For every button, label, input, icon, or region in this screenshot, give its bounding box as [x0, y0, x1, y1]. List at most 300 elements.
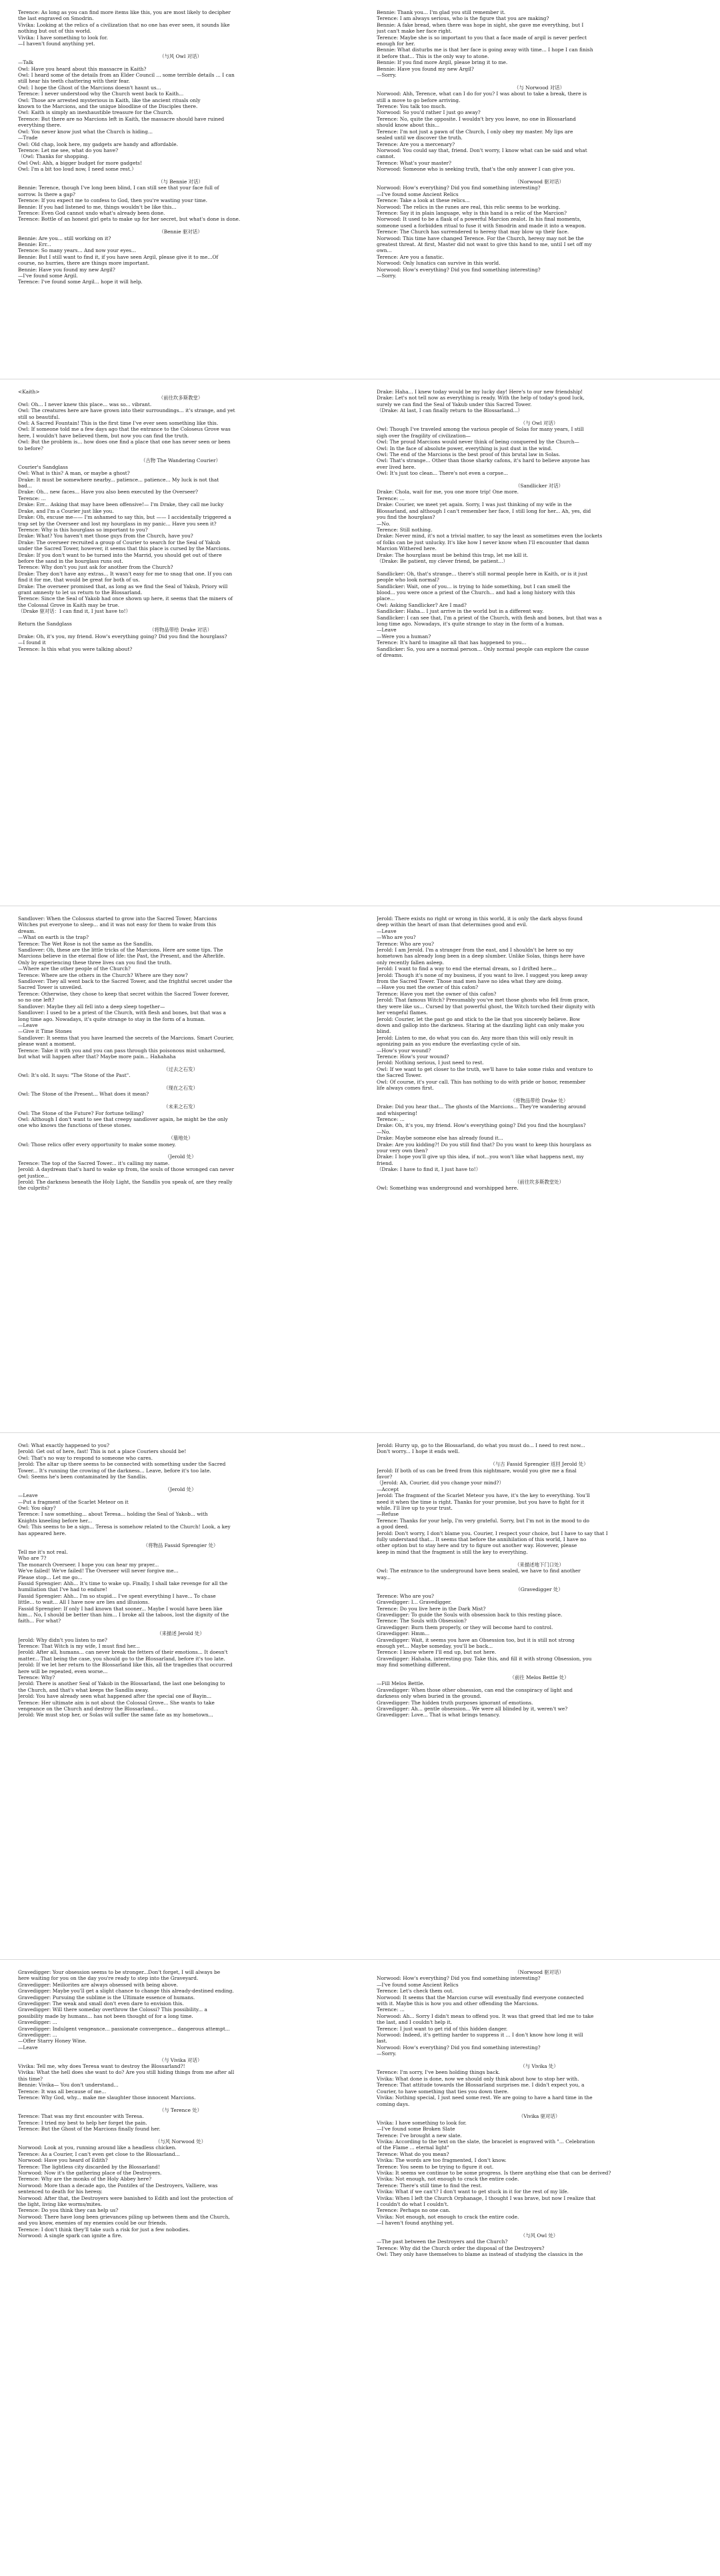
dialogue-line: Owl: Seems he's been contaminated by the Sandlis. [18, 1474, 147, 1480]
dialogue-line [18, 1060, 343, 1066]
dialogue-line: Courier's Sandglass [18, 463, 68, 470]
dialogue-line: nothing but out of this world. [18, 28, 92, 35]
dialogue-line: Owl: The Stone of the Present... What does it mean? [18, 1091, 149, 1098]
dialogue-line: Terence: Maybe she is so important to you that a face made of argil is never perfect [377, 34, 587, 41]
dialogue-line: Terence: Do you live here in the Dark Mist? [377, 1605, 486, 1612]
dialogue-line: <Kaith> [18, 389, 40, 395]
dialogue-line: has appeared here. [18, 1530, 67, 1536]
dialogue-line: Terence: Even God cannot undo what's already been done. [18, 209, 165, 216]
dialogue-line: Owl: The Stone of the Future? For fortune telling? [18, 1110, 144, 1116]
dialogue-line: Terence: Take a look at these relics... [377, 197, 470, 204]
dialogue-line: the light, living like worms/mites. [18, 2201, 102, 2207]
dialogue-line: Jerold: Get out of here, fast! This is not a place Couriers should be! [18, 1448, 187, 1455]
dialogue-line: Norwood: This time have changed Terence. For the Church, heresy may not be the [377, 235, 584, 241]
dialogue-line: Courier, to have something that ties you down there. [377, 2088, 509, 2095]
page-3-right-column [377, 906, 702, 1432]
dialogue-line: Terence: Why are the monks of the Holy Abbey here? [18, 2176, 152, 2183]
dialogue-line: —I've found some Ancient Relics [377, 191, 459, 197]
dialogue-line: Drake: I hope you'll give up this idea, if not...you won't like what happens next, my [377, 1154, 584, 1160]
dialogue-line: Bennie: Terence, though I've long been blind, I can still see that your face full of [18, 185, 219, 191]
dialogue-line: just can't make her face right. [377, 28, 453, 35]
dialogue-line: （Drake 驱对话：I can find it, I just have to!） [18, 608, 131, 615]
dialogue-line: Gravedigger: The weak and small don't even dare to envision this. [18, 2001, 184, 2007]
dialogue-line: still hear his teeth chattering with their fear. [18, 78, 130, 85]
dialogue-line: （与 Bennie 对话） [158, 178, 203, 185]
dialogue-line: —I've found some Ancient Relics [377, 1981, 459, 1988]
dialogue-line: Terence: It's hard to imagine all that has happened to you... [377, 639, 527, 646]
dialogue-line: Terence: I've brought a new slate. [377, 2132, 462, 2139]
page-5 [0, 1960, 720, 2576]
dialogue-line: Bennie: Thank you... I'm glad you still remember it. [377, 9, 506, 15]
dialogue-line: —Fill Melos Bettle. [377, 1680, 425, 1687]
dialogue-line: Jerold: Listen to me, do what you can do. Any more than this will only result in [377, 1034, 574, 1041]
dialogue-line: Drake: What? You haven't met those guys from the Church, have you? [18, 533, 193, 539]
dialogue-line: Vivika: Not enough, not enough to crack the entire code. [377, 2176, 519, 2183]
dialogue-line: Owl: They only have themselves to blame as instead of studying the classics in the [377, 2251, 583, 2258]
dialogue-line: matter... That being the case, you should go to the Blossarland, before it's too late. [18, 1655, 225, 1662]
dialogue-line: （来描述地下门口处） [515, 1561, 564, 1568]
dialogue-line: Gravedigger: Pursuing the sublime is the Ultimate essence of humans. [18, 1994, 195, 2001]
dialogue-line: Gravedigger: Hahaha, interesting guy. Take this, and fill it with strong Obsession, you [377, 1655, 592, 1662]
dialogue-line: Jerold: If we let her return to the Blossarland like this, all the tragedies that occurred [18, 1662, 233, 1668]
dialogue-line: a good deed. [377, 1524, 409, 1530]
dialogue-line: Sandlover: They all went back to the Sacred Tower, and the frightful secret under the [18, 978, 233, 985]
dialogue-line: Jerold: Don't worry, I don't blame you. Courier, I respect your choice, but I have to say that I [377, 1530, 608, 1536]
dialogue-line: long time ago. Nowadays, it's quite strange to stay in the form of a human. [377, 620, 565, 627]
dialogue-line: Sandlicker: I can see that, I'm a priest of the Church, with flesh and bones, but that was a [377, 614, 602, 621]
dialogue-line: surely we can find the Seal of Yakub under this Sacred Tower. [377, 401, 532, 407]
dialogue-line: cannot. [377, 153, 395, 160]
dialogue-line: Terence: Who are you? [377, 1592, 434, 1599]
dialogue-line: life always comes first. [377, 1084, 434, 1091]
dialogue-line: Knights kneeling before her... [18, 1517, 93, 1524]
dialogue-line [18, 173, 343, 179]
dialogue-line: Vivika: The words are too fragmented, I don't know. [377, 2157, 507, 2164]
page-2-left-column [18, 379, 343, 906]
dialogue-line: Terence: The top of the Sacred Tower... it's calling my name. [18, 1160, 170, 1166]
dialogue-line: bad... [18, 483, 32, 489]
dialogue-line: Owl: Something was underground and worshipped here. [377, 1185, 519, 1192]
dialogue-line: Jerold: There exists no right or wrong in this world, it is only the dark abyss found [377, 916, 583, 922]
dialogue-line: may find something different. [377, 1662, 451, 1668]
dialogue-line: Owl: Although I don't want to see that creepy sandlover again, he might be the only [18, 1116, 228, 1122]
dialogue-line: （与 Owl 对话） [520, 420, 559, 427]
dialogue-line: Terence: You seem to be trying to figure it out. [377, 2163, 494, 2170]
dialogue-line: Sandlicker: Oh, that's strange... there's still normal people here in Kaith, or is it just [377, 570, 588, 577]
dialogue-line: Terence: The Wet Rose is not the same as the Sandlis. [18, 940, 153, 947]
dialogue-line: —Accept [377, 1486, 399, 1492]
dialogue-line: the Sacred Tower. [377, 1072, 422, 1079]
dialogue-line: —No. [377, 1128, 391, 1135]
dialogue-line: Vivika: What the hell does she want to do? Are you still hiding things from me after all [18, 2069, 235, 2076]
dialogue-line: Norwood: So you'd rather I just go away? [377, 109, 481, 116]
dialogue-line [377, 2057, 702, 2063]
dialogue-line: Owl: If someone told me a few days ago that the entrance to the Coloseus Grove was [18, 426, 231, 433]
dialogue-line: Gravedigger: Will there someday overthrow the Colossi? This possibility... a [18, 2007, 207, 2013]
page-2-right-column [377, 379, 702, 906]
dialogue-line: Terence: I never understood why the Church went back to Kaith... [18, 91, 184, 97]
dialogue-line: （Jerold: Ah, Courier, did you change your mind?） [377, 1480, 504, 1486]
dialogue-line: Terence: Where are the others in the Church? Where are they now? [18, 972, 188, 978]
dialogue-line: please want a moment. [18, 1041, 76, 1048]
dialogue-line: Jerold: I am Jerold. I'm a stranger from the east, and I shouldn't be here so my [377, 947, 573, 954]
dialogue-line [18, 2133, 343, 2139]
dialogue-line: Jerold: We must stop her, or Solas will suffer the same fate as my hometown... [18, 1712, 213, 1718]
dialogue-line: Gravedigger: Hmm... [377, 1630, 430, 1637]
dialogue-line: grant amnesty to let us return to the Blossarland. [18, 589, 143, 595]
dialogue-line: Gravedigger: Wait, it seems you have an Obsession too, but it is still not strong [377, 1636, 575, 1643]
dialogue-line: under the Sacred Tower, however, it seems that this place is cursed by the Marcions. [18, 545, 231, 552]
dialogue-line: （过去之石发） [163, 1066, 198, 1072]
dialogue-line: coming days. [377, 2101, 410, 2107]
dialogue-line: Terence: Why God, why... make me slaughter those innocent Marcions. [18, 2095, 196, 2101]
dialogue-line: Drake: Are you kidding?! Do you still find that? Do you want to keep this hourglass as [377, 1141, 591, 1148]
dialogue-line: Vivika: It seems we continue to be some progress. Is there anything else that can be derived? [377, 2169, 611, 2176]
dialogue-line [18, 451, 343, 457]
dialogue-line [377, 2107, 702, 2113]
dialogue-line: Bennie: Have you found my new Argil? [377, 65, 474, 72]
dialogue-line: （前往坎多斯教堂） [158, 395, 203, 401]
dialogue-line: Drake: Oh, excuse me—— I'm ashamed to say this, but —— I accidentally triggered a [18, 514, 231, 521]
dialogue-line: here will be repeated, even worse... [18, 1668, 108, 1674]
dialogue-line: Norwood: It used to be a flask of a powerful Marcion zealot. In his final moments, [377, 216, 581, 223]
page-4-right-column [377, 1433, 702, 1959]
dialogue-line [377, 1580, 702, 1586]
dialogue-line: favor? [377, 1474, 393, 1480]
page-1-left-column [18, 0, 343, 379]
dialogue-line [377, 564, 702, 570]
dialogue-line: blood... you were once a priest of the Church... and had a long history with this [377, 589, 575, 595]
dialogue-line: （Drake: Be patient, my clever friend, be patient...） [377, 557, 508, 564]
dialogue-line: Sandlover: Maybe they all fell into a deep sleep together— [18, 1003, 165, 1010]
dialogue-line: Bennie: What disturbs me is that her face is going away with time... I hope I can finish [377, 47, 593, 53]
dialogue-line: Owl: In the face of absolute power, everything is just dust in the wind. [377, 445, 553, 451]
dialogue-line: —I found it [18, 639, 46, 646]
dialogue-line: down and gallop into the darkness. Staring at the dazzling light can only make you [377, 1022, 585, 1028]
dialogue-line: （前往 Melos Bettle 处） [509, 1674, 569, 1680]
dialogue-line: Terence: As a Courier, I can't even get close to the Blossarland... [18, 2151, 180, 2157]
dialogue-line: （与风 Owl 对话） [159, 53, 202, 59]
page-4-left-column [18, 1433, 343, 1959]
dialogue-line: Gravedigger: Ah... gentle obsession... We were all blinded by it, weren't we? [377, 1706, 568, 1712]
dialogue-line: course, no hurries, there are things more important. [18, 260, 150, 267]
dialogue-line: so no one left? [18, 997, 55, 1004]
dialogue-line: Who are 7? [18, 1555, 47, 1562]
dialogue-line: ever lived here. [377, 463, 416, 470]
dialogue-line: （未来之石发） [163, 1104, 198, 1110]
dialogue-line: （Drake: At last, I can finally return to the Blossarland...） [377, 407, 523, 414]
dialogue-line: only recently fallen asleep. [377, 959, 444, 966]
dialogue-line: —Leave [18, 2044, 38, 2051]
dialogue-line: Fassid Sprengier: Ahh... It's time to wake up. Finally, I shall take revenge for all the [18, 1580, 228, 1586]
dialogue-line: Gravedigger: ... [18, 2032, 57, 2039]
dialogue-line: Bennie: Have you found my new Argil? [18, 266, 115, 273]
dialogue-line: Gravedigger: Maybe you'll get a slight chance to change this already-destined ending. [18, 1988, 234, 1995]
dialogue-line: Norwood: How's everything? Did you find something interesting? [377, 1975, 541, 1982]
dialogue-line: Terence: But there are no Marcions left in Kaith, the massacre should have ruined [18, 115, 225, 122]
dialogue-line [18, 1129, 343, 1135]
dialogue-line: Terence: So many years... And now your eyes... [18, 247, 137, 254]
dialogue-line: they were like us... Cursed by that powerful ghost, the Witch torched their dignity with [377, 1003, 595, 1010]
dialogue-line: Norwood: A single spark can ignite a fire. [18, 2233, 123, 2239]
dialogue-line: Sandlover: I used to be a priest of the Church, with flesh and bones, but that was a [18, 1010, 226, 1016]
dialogue-line: Terence: Why did the Church order the disposal of the Destroyers? [377, 2245, 545, 2251]
page-5-right-column [377, 1960, 702, 2576]
dialogue-line: Terence: No, quite the opposite. I wouldn't bry you leave, no one in Blossarland [377, 115, 576, 122]
dialogue-line: Drake: It must be somewhere nearby... patience... patience... My luck is not that [18, 476, 219, 483]
dialogue-line: you find the hourglass? [377, 514, 435, 521]
dialogue-line: Drake: They don't have any extras... It wasn't easy for me to snag that one. If you can [18, 570, 233, 577]
dialogue-line: —Leave [18, 1492, 38, 1499]
dialogue-line: Terence: If you expect me to confess to God, then you're wasting your time. [18, 197, 207, 204]
dialogue-line: the last engraved on Smodrin. [18, 15, 94, 22]
dialogue-line: Terence: The Church has surrendered to heresy that may blow up their face. [377, 229, 569, 235]
dialogue-line: of folks can be just unlucky. It's like how I never know when I'll encounter that damn [377, 539, 589, 545]
dialogue-line: （来描述 Jerold 处） [157, 1630, 205, 1637]
dialogue-line: （Bennie 驱对话） [159, 229, 203, 235]
dialogue-line: Sandlover: Oh, these are the little tricks of the Marcions. Here are some tips. The [18, 947, 223, 954]
dialogue-line: Jerold: Though it's none of my business, if you want to live. I suggest you keep away [377, 972, 588, 978]
dialogue-line: Vivika: What done is done, now we should only think about how to stop her with. [377, 2075, 579, 2082]
dialogue-line: Sandlicker: So, you are a normal person... Only normal people can explore the cause [377, 646, 589, 652]
dialogue-line: Owl: If we want to get closer to the truth, we'll have to take some risks and venture to [377, 1066, 593, 1072]
dialogue-line: Norwood: Someone who is seeking truth, that's the only answer I can give you. [377, 166, 575, 173]
dialogue-line: Terence: It was all because of me... [18, 2088, 107, 2095]
dialogue-line: Jerold: The altar up there seems to be connected with something under the Sacred [18, 1461, 226, 1468]
dialogue-line: （与 Norwood 对话） [513, 84, 565, 91]
dialogue-line: —Give it Time Stones [18, 1028, 72, 1035]
dialogue-line: Terence: What's your master? [377, 159, 451, 166]
dialogue-line: Terence: Why don't you just ask for another from the Church? [18, 564, 173, 571]
dialogue-line: —I've found some Broken Slate [377, 2126, 455, 2133]
dialogue-line: enough yet... Maybe someday, you'll be back... [377, 1642, 493, 1649]
dialogue-line [377, 1668, 702, 1674]
dialogue-line: darkness only when buried in the ground. [377, 1693, 481, 1700]
dialogue-line: and you know, enemies of my enemies could be our friends. [18, 2220, 167, 2227]
dialogue-line: Terence: That was my first encounter with Teresa. [18, 2113, 144, 2120]
dialogue-line: but what will happen after that? Maybe more pain... Hahahaha [18, 1053, 176, 1060]
dialogue-line: Drake: Did you hear that... The ghosts of the Marcions... They're wandering around [377, 1104, 586, 1110]
dialogue-line: Owl: Kaith is simply an inexhaustible treasure for the Church. [18, 109, 173, 116]
dialogue-line: Owl: The proud Marcions would never think of being conquered by the Church— [377, 439, 579, 445]
dialogue-line: Jerold: The darkness beneath the Holy Light, the Sandlis you speak of, are they really [18, 1178, 233, 1185]
dialogue-line: Norwood: How's everything? Did you find something interesting? [377, 185, 541, 191]
dialogue-line: Owl: Those are arrested mysterious in Kaith, like the ancient rituals only [18, 97, 201, 103]
dialogue-line: Terence: Are you a fanatic. [377, 253, 444, 260]
dialogue-line: —I haven't found anything yet. [18, 41, 95, 47]
dialogue-line: （将物品 Fassid Sprengier 处） [143, 1542, 219, 1549]
dialogue-line: Terence: Let's check them out. [377, 1988, 454, 1995]
dialogue-line: while. I'll live up to your trust. [377, 1505, 453, 1512]
dialogue-line: —Sorry. [377, 2051, 397, 2057]
dialogue-line: sorrow. Is there a gap? [18, 191, 75, 197]
dialogue-line: Drake: Let's not tell now as everything is ready. With the help of today's good luck, [377, 395, 585, 401]
dialogue-line: （与 Vivika 处） [520, 2063, 559, 2070]
dialogue-line: Owl: The entrance to the underground have been sealed, we have to find another [377, 1568, 581, 1574]
dialogue-line: —The past between the Destroyers and the Church? [377, 2239, 508, 2245]
dialogue-line: Norwood: Only lunatics can survive in this world. [377, 260, 501, 267]
dialogue-line: Terence: I saw something... about Teresa... holding the Seal of Yakob... with [18, 1511, 208, 1518]
dialogue-line: Owl Owl: Ahh, a bigger budget for more gadgets! [18, 159, 142, 166]
dialogue-line: —Sorry. [377, 72, 397, 79]
dialogue-line: Sacred Tower is unveiled. [18, 984, 83, 991]
dialogue-line: Norwood: Look at you, running around like a headless chicken. [18, 2145, 177, 2151]
dialogue-line: （Jerold 处） [165, 1486, 197, 1492]
dialogue-line: —How's your wound? [377, 1047, 431, 1054]
dialogue-line: Jerold: That famous Witch? Presumably you've met those ghosts who fell from grace, [377, 997, 589, 1004]
page-5-left-column [18, 1960, 343, 2576]
dialogue-line: （Norwood 驱对话） [515, 1969, 564, 1975]
dialogue-line: get justice... [18, 1172, 49, 1179]
dialogue-line: Terence: Bottle of an honest girl gets to make up for her secret, but what's done is done. [18, 216, 241, 223]
dialogue-line: friend. [377, 1160, 393, 1166]
dialogue-line: Terence: Still nothing. [377, 526, 433, 533]
dialogue-line: —Put a fragment of the Scarlet Meteor on it [18, 1498, 129, 1505]
dialogue-line: Bennie: If you had listened to me, things wouldn't be like this... [18, 203, 177, 210]
dialogue-line: Gravedigger: To guide the Souls with obsession back to this resting place. [377, 1611, 563, 1618]
dialogue-line: Witches put everyone to sleep... and it was not easy for them to wake from this [18, 922, 217, 928]
dialogue-line: enough for her. [377, 41, 415, 47]
dialogue-line: Drake: The hourglass must be behind this trap, let me kill it. [377, 551, 529, 558]
dialogue-line: —Leave [18, 1022, 38, 1028]
dialogue-line: （墓地处） [168, 1135, 193, 1142]
dialogue-line: of the Flame ... eternal light" [377, 2145, 449, 2151]
dialogue-line: Owl: This seems to be a sign... Teresa is somehow related to the Church! Look, a key [18, 1524, 231, 1530]
dialogue-line [377, 78, 702, 84]
dialogue-line: last. [377, 2038, 387, 2045]
dialogue-line [18, 1098, 343, 1104]
dialogue-line: sigh over the fragility of civilization— [377, 432, 471, 439]
page-1-right-column [377, 0, 702, 379]
dialogue-line: Terence: Is this what you were talking about? [18, 646, 133, 652]
dialogue-line: Sandlicker: Haha... I just arrive in the world but in a different way. [377, 608, 544, 615]
dialogue-line: Bennie: Vivika— You don't understand... [18, 2082, 119, 2089]
dialogue-line: the Colossal Grove in Kaith may be true. [18, 601, 120, 608]
dialogue-line: before the sand in the hourglass runs out. [18, 557, 123, 564]
dialogue-line: Terence: Since the Seal of Yakob had once shown up here, it seems that the miners of [18, 595, 233, 602]
dialogue-line: Jerold: Hurry up, go to the Blossarland, do what you must do... I need to rest now... [377, 1442, 585, 1448]
dialogue-line: little... to wait... All I have now are lies and illusions. [18, 1599, 150, 1606]
dialogue-line: Norwood: How's everything? Did you find something interesting? [377, 2044, 541, 2051]
dialogue-line: Owl: But the problem is... how does one find a place that one has never seen or been [18, 439, 231, 445]
dialogue-line [18, 2051, 343, 2057]
page-4 [0, 1433, 720, 1960]
dialogue-line: need it when the time is right. Thanks for your promise, but you have to fight for it [377, 1498, 585, 1505]
dialogue-line: the last, and I couldn't help it. [377, 2019, 453, 2026]
dialogue-line: （与 Terence 处） [159, 2107, 203, 2113]
dialogue-line: Terence: I've found some Argil... hope it will help. [18, 279, 143, 285]
dialogue-line: the Church, and that's what keeps the Sandlis away. [18, 1686, 149, 1693]
dialogue-line: humiliation that I've had to endure! [18, 1586, 107, 1593]
dialogue-line: Terence: As long as you can find more items like this, you are most likely to decipher [18, 9, 231, 15]
dialogue-line: her vengeful flames. [377, 1010, 428, 1016]
dialogue-line: with it. Maybe this is how you and other offending the Marcions. [377, 2001, 539, 2007]
dialogue-line: Drake: Err... Asking that may have been offensive!— I'm Drake, they call me lucky [18, 501, 224, 508]
dialogue-line: Return the Sandglass [18, 621, 72, 627]
dialogue-line: Terence: I'm sorry, I've been holding things back. [377, 2069, 501, 2076]
dialogue-line: Vivika: What if we can't? I don't want to get stuck in it for the rest of my life. [377, 2189, 569, 2195]
dialogue-line: Terence: That attitude towards the Blossarland surprises me. I didn't expect you, a [377, 2082, 585, 2089]
dialogue-line: agonizing pain as you endure the everlasting cycle of sin. [377, 1041, 521, 1048]
dialogue-line: Owl: That's strange... Other than those sharky cafons, it's hard to believe anyone has [377, 457, 590, 464]
dialogue-line: Owl: It's old. It says: "The Stone of the Past". [18, 1072, 131, 1079]
dialogue-line: Terence: I am always serious, who is the figure that you are making? [377, 15, 549, 22]
dialogue-line: Gravedigger: ... [18, 2019, 57, 2026]
dialogue-line: still so beautiful. [18, 413, 60, 420]
dialogue-line: here waiting for you on the day you're ready to step into the Graveyard. [18, 1975, 199, 1982]
dialogue-line: place... [377, 595, 395, 602]
dialogue-line: greatest threat. At first, Master did not want to give this hand to me, until I set off my [377, 241, 592, 247]
dialogue-line: Norwood: More than a decade ago, the Pontifex of the Destroyers, Valliere, was [18, 2182, 218, 2189]
dialogue-line: Owl: That's no way to respond to someone who cares. [18, 1454, 153, 1461]
dialogue-line: —Sorry. [377, 273, 397, 279]
dialogue-line: Owl: Though I've traveled among the various people of Solas for many years, I still [377, 426, 584, 433]
dialogue-line: （Jerold 处） [165, 1154, 197, 1160]
dialogue-line: Owl: Oh... I never knew this place... was so... vibrant. [18, 401, 152, 407]
dialogue-line: faith... For what? [18, 1618, 61, 1624]
dialogue-line: Vivika: According to the text on the slate, the bracelet is engraved with "... Celebration [377, 2138, 595, 2145]
dialogue-line: （Sandlicker 对话） [515, 483, 564, 489]
dialogue-line: Jerold: Courier, let the past go and stick to the lie that you sincerely believe. Bow [377, 1016, 581, 1022]
dialogue-line: Norwood: After that, the Destroyers were banished to Edith and lost the protection of [18, 2195, 233, 2201]
dialogue-line: Terence: Her ultimate aim is not about the Colossal Grove... She wants to take [18, 1699, 215, 1706]
dialogue-line: Vivika: Not enough, not enough to crack the entire code. [377, 2213, 519, 2220]
dialogue-line: （前往坎多斯教堂处） [515, 1179, 564, 1186]
dialogue-line: Jerold: Why didn't you listen to me? [18, 1636, 107, 1643]
dialogue-line: your very own then? [377, 1148, 428, 1154]
dialogue-line: Norwood: There have long been grievances piling up between them and the Church, [18, 2213, 230, 2220]
dialogue-line: Drake: If you don't want to be turned into the Marrid, you should get out of there [18, 551, 222, 558]
dialogue-line: Drake: Oh... new faces... Have you also been executed by the Overseer? [18, 489, 198, 495]
dialogue-line: Vivika: I have something to look for. [377, 2119, 467, 2126]
dialogue-line: Norwood: Now it's the gathering place of the Destroyers. [18, 2169, 162, 2176]
dialogue-line: Jerold: You have already seen what happened after the special one of Bayin... [18, 1693, 212, 1700]
dialogue-line: —Were you a human? [377, 633, 431, 639]
dialogue-line: Please stop... Let me go... [18, 1574, 83, 1580]
dialogue-line: should know about this... [377, 122, 440, 129]
dialogue-line: Sandlover: When the Colossus started to grow into the Sacred Tower, Marcions [18, 916, 217, 922]
dialogue-line: —Where are the other people of the Church? [18, 966, 131, 972]
dialogue-line: other option but to stay here and try to figure out another way. However, please [377, 1542, 577, 1549]
dialogue-line: —I've found some Argil. [18, 273, 78, 279]
dialogue-line: the culprits? [18, 1185, 50, 1192]
dialogue-line: and whispering! [377, 1110, 417, 1116]
dialogue-line: （Vivika 驱对话） [518, 2113, 561, 2120]
dialogue-line: Owl: You never know just what the Church is hiding... [18, 128, 153, 135]
dialogue-line: Jerold: There is another Seal of Yakob in the Blossarland, the last one belonging to [18, 1680, 225, 1687]
dialogue-line [377, 2227, 702, 2233]
dialogue-line: vengeance on the Church and destroy the Blossarland... [18, 1706, 159, 1712]
dialogue-line: Gravedigger: Love... That is what brings tenancy. [377, 1712, 500, 1718]
dialogue-line: everything there. [18, 122, 61, 129]
dialogue-line: Owl: I'm a bit too loud now, I need some rest.） [18, 166, 137, 173]
dialogue-line: Norwood: Ah... Sorry I didn't mean to offend you. It was that greed that led me to take [377, 2013, 594, 2019]
dialogue-line [18, 615, 343, 621]
page-3 [0, 906, 720, 1433]
dialogue-line: Terence: Let me see, what do you have? [18, 147, 119, 153]
dialogue-line: Terence: What do you mean? [377, 2151, 449, 2157]
dialogue-line: Gravedigger: I... Gravedigger. [377, 1599, 452, 1606]
dialogue-line: Vivika: Looking at the relics of a civilization that no one has ever seen, it sounds like [18, 21, 230, 28]
dialogue-line: Tell me it's not real. [18, 1548, 68, 1555]
dialogue-line [377, 1091, 702, 1097]
dialogue-line [377, 414, 702, 420]
dialogue-line: known to the Marcions, and the unique bloodline of the Disciples there. [18, 103, 198, 110]
dialogue-line: Only by experiencing these three lives can you find the truth. [18, 959, 172, 966]
dialogue-line: Bennie: Err... [18, 241, 51, 247]
dialogue-line: Terence: Take it with you and you can pass through this poisonous mist unharmed, [18, 1047, 226, 1054]
dialogue-line: （现在之石发） [163, 1084, 198, 1091]
